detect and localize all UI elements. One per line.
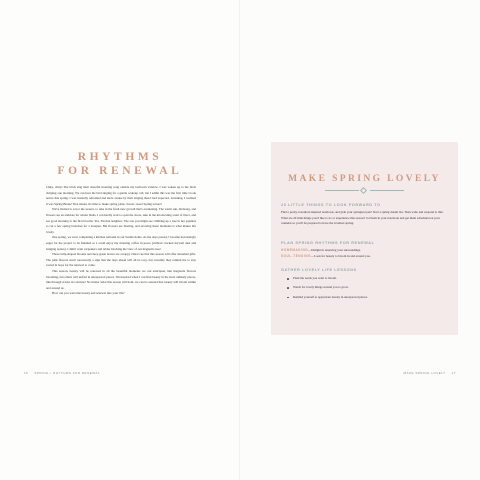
life-lessons-list (287, 276, 447, 304)
bullet-icon (287, 287, 289, 289)
section-heading-life-lessons: GATHER LOVELY LIFE LESSONS (281, 268, 357, 272)
left-footer (24, 371, 106, 375)
body-paragraph: Chirp, chirp! The birds sing their cheerful morning song outside my bedroom window. I was woken up to the birds chirping one morning. We can hear the bird singing for a gentle wakeup call, but I admit this was the first time I took notice this spring. I was instantly refreshed and more awake by their singing than I had expected. Listening, I realized it was Spring Break! That means it's time to make spring plans. Sweet, sweet Spring is here! (46, 185, 196, 206)
rhythm-text: —Look for beauty to bloom in and around you. (310, 254, 371, 258)
chapter-title-line1: RHYTHMS (77, 151, 163, 163)
right-footer (398, 371, 456, 375)
rhythm-label: SOUL-TENDING (281, 254, 311, 258)
list-item: Plant the seeds you want to bloom. (287, 276, 447, 282)
bullet-icon (287, 297, 289, 299)
right-page-number: 17 (451, 371, 456, 375)
section-heading-little-things: 20 LITTLE THINGS TO LOOK FORWARD TO (281, 203, 381, 207)
sidebar-panel (271, 142, 458, 335)
rhythm-item-soul-tending (281, 254, 451, 260)
rhythm-label: HOMEMAKING (281, 248, 309, 252)
divider-ornament-icon (325, 188, 404, 194)
rhythm-item-homemaking (281, 248, 451, 254)
body-paragraph: How can you welcome beauty and renewal into your life? (52, 291, 125, 296)
rhythm-text: —Delight in renewing your surroundings. (308, 248, 361, 252)
bullet-icon (287, 278, 289, 280)
right-running-head: MAKE SPRING LOVELY (403, 371, 446, 375)
little-things-paragraph: Find a pretty, botanical-inspired notebook, and grab your springiest pen! Start a spring dream list. Then write and respond to this: What are 20 little things you'd like to do or experience this season? Jot them in your notebook and get them scheduled on your calendar so you'll be prepared to have the loveliest spring. (281, 210, 444, 226)
left-page-number: 16 (24, 371, 29, 375)
left-running-head: SPRING • RHYTHMS FOR RENEWAL (34, 371, 101, 375)
body-paragraph: This season, beauty will be renewed in all the beautiful moments we can anticipate, like magnolia flowers blooming, but others will unfold in unexpected places. I'm inspired when I can find beauty in the most unlikely places, like through cracks in concrete! No matter what this season will hold, we can be assured that beauty will bloom within and around us. (46, 268, 196, 290)
chapter-title-line2: FOR RENEWAL (57, 165, 183, 177)
list-item: Remind yourself to appreciate beauty in unexpected places. (287, 295, 447, 301)
body-paragraph: Those tulip-shaped blooms and deep green leaves are a happy visual cue that this season will offer abundant gifts. The pink flowers aren't necessarily a sign that the days ahead will all be rosy, but certainly they remind me to stay rooted in hope for the renewal to come. (46, 252, 196, 268)
body-paragraph: We're invited to savor the season, to take in the fresh new growth that's awakening. The warm sun, birdsong, and flowers are an antidote for winter blahs. I can hardly wait to open the doors, take in the intoxicating scent of lilacs, and see good morning to the first blooms. Yes, I'm that neighbor. The one you might see climbing up a tree in her pajamas to cut a few spring branches for a bouquet. But flowers are fleeting, and savoring these moments is what makes life lovely. (46, 207, 196, 234)
section-heading-rhythms: PLAN SPRING RHYTHMS FOR RENEWAL (281, 241, 375, 245)
chapter-body (46, 185, 196, 297)
list-item: Watch for lovely things around you to grow. (287, 285, 447, 291)
panel-title: MAKE SPRING LOVELY (288, 174, 441, 184)
body-paragraph: One spring, we were completing a kitchen remodel in our Seattle home. As the days passed, I became increasingly eager for the project to be finished so I could enjoy my morning coffee in peace (without cracked drywall dust and banging noises). I didn't want carpenters and tables blocking the view of our magnolia tree! (46, 235, 196, 251)
